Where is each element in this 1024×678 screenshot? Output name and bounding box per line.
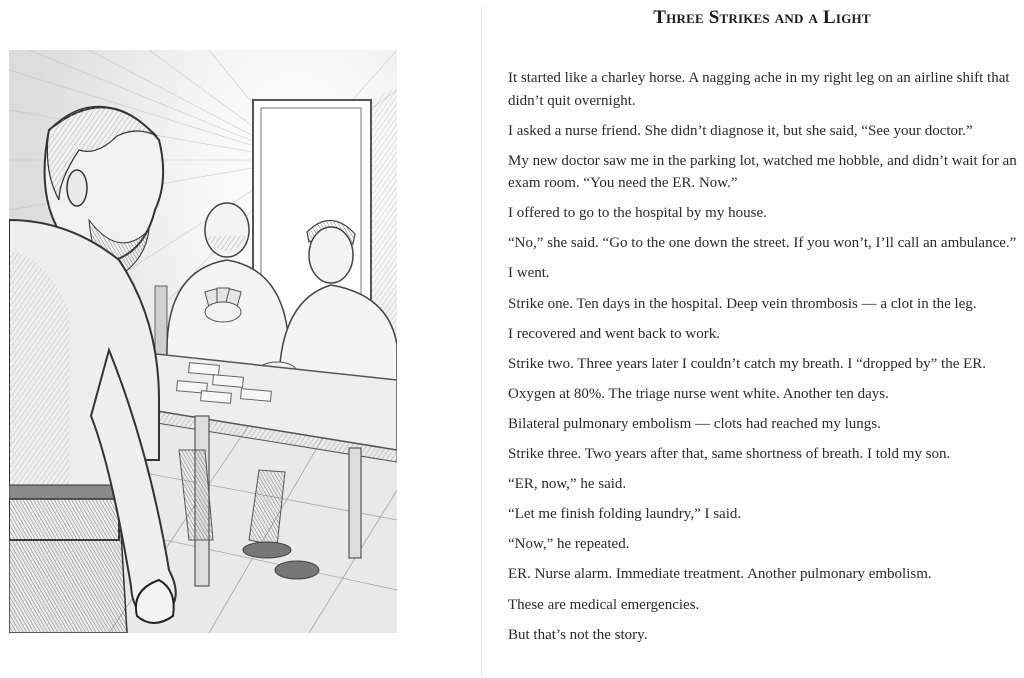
story-paragraph: But that’s not the story. — [508, 626, 648, 643]
story-paragraph: Bilateral pulmonary embolism — clots had reached my lungs. — [508, 415, 881, 432]
pencil-sketch-image — [9, 50, 397, 633]
left-page — [0, 0, 482, 678]
story-paragraph: ER. Nurse alarm. Immediate treatment. Another pulmonary embolism. — [508, 566, 932, 583]
story-text — [508, 67, 1020, 654]
story-paragraph: My new doctor saw me in the parking lot, watched me hobble, and didn’t wait for an exam room. “You need the ER. Now.” — [508, 152, 1017, 192]
story-paragraph: It started like a charley horse. A nagging ache in my right leg on an airline shift that didn’t quit overnight. — [508, 70, 1010, 109]
story-paragraph: I offered to go to the hospital by my house. — [508, 205, 767, 222]
story-paragraph: Strike three. Two years after that, same shortness of breath. I told my son. — [508, 446, 951, 463]
story-illustration — [9, 50, 397, 633]
story-paragraph: “No,” she said. “Go to the one down the street. If you won’t, I’ll call an ambulance.” — [508, 235, 1017, 252]
right-page — [482, 0, 1024, 678]
story-paragraph: Oxygen at 80%. The triage nurse went white. Another ten days. — [508, 385, 889, 402]
story-paragraph: “Now,” he repeated. — [508, 536, 630, 553]
story-paragraph: Strike one. Ten days in the hospital. Deep vein thrombosis — a clot in the leg. — [508, 295, 977, 312]
story-paragraph: I recovered and went back to work. — [508, 325, 720, 342]
story-paragraph: Strike two. Three years later I couldn’t catch my breath. I “dropped by” the ER. — [508, 355, 987, 372]
story-paragraph: “ER, now,” he said. — [508, 476, 627, 493]
story-paragraph: I went. — [508, 265, 550, 282]
story-paragraph: I asked a nurse friend. She didn’t diagnose it, but she said, “See your doctor.” — [508, 122, 973, 139]
chapter-title: Three Strikes and a Light — [653, 7, 871, 28]
story-paragraph: “Let me finish folding laundry,” I said. — [508, 506, 742, 523]
story-paragraph: These are medical emergencies. — [508, 596, 700, 613]
